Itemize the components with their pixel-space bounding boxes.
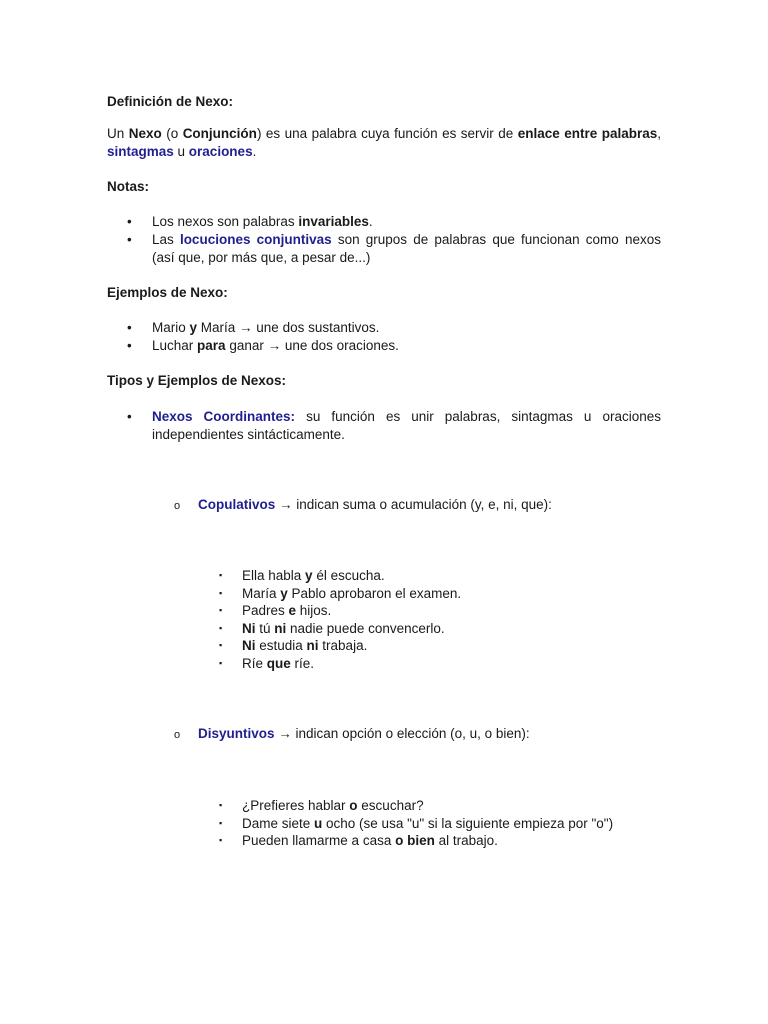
coordinantes-list	[107, 408, 661, 444]
square-bullet-icon: ▪	[219, 587, 223, 598]
text: Pablo aprobaron el examen.	[287, 585, 462, 601]
text: .	[252, 144, 257, 159]
list-item	[107, 319, 661, 337]
list-item	[107, 213, 661, 231]
square-bullet-icon: ▪	[219, 622, 223, 633]
text: Las	[152, 232, 180, 247]
text: él escucha.	[312, 568, 385, 583]
term-sintagmas: sintagmas	[107, 144, 174, 159]
bold-term: o bien	[395, 833, 435, 848]
text: al trabajo.	[434, 833, 498, 848]
list-item	[107, 797, 661, 815]
circle-bullet-icon: o	[174, 500, 181, 512]
text: ) es una palabra cuya función es servir de	[256, 126, 518, 141]
text: María → une dos sustantivos.	[197, 320, 380, 335]
text: Ella habla	[242, 568, 306, 583]
tipos-heading: Tipos y Ejemplos de Nexos:	[107, 373, 287, 388]
square-bullet-icon: ▪	[219, 835, 223, 845]
bold-term: y	[280, 585, 288, 601]
list-item	[107, 620, 661, 638]
definition-paragraph	[107, 125, 661, 161]
list-item	[107, 585, 661, 603]
text: nadie puede convencerlo.	[286, 620, 445, 636]
list-item	[107, 408, 661, 444]
disyuntivos-item	[107, 725, 661, 743]
ejemplos-heading: Ejemplos de Nexo:	[107, 285, 228, 300]
term-oraciones: oraciones	[188, 144, 253, 159]
text: ocho (se usa "u" si la siguiente empieza por "o")	[322, 815, 614, 831]
copulativos-item	[107, 496, 661, 514]
text: → indican suma o acumulación (y, e, ni, que):	[275, 497, 552, 512]
text: Mario	[152, 320, 190, 335]
bold-term: o	[349, 798, 358, 813]
text: Los nexos son palabras	[152, 214, 299, 229]
text: escuchar?	[357, 798, 424, 813]
bold-term: ni	[306, 638, 319, 653]
text: estudia	[255, 638, 307, 653]
bullet-icon: •	[127, 338, 132, 353]
square-bullet-icon: ▪	[219, 657, 223, 668]
bold-term: e	[288, 603, 297, 618]
list-item	[107, 602, 661, 620]
square-bullet-icon: ▪	[219, 817, 223, 828]
square-bullet-icon: ▪	[219, 640, 223, 650]
text: tú	[255, 620, 275, 636]
bullet-icon: •	[127, 409, 132, 424]
text: Ríe	[242, 655, 267, 671]
list-item	[107, 655, 661, 673]
text: hijos.	[296, 603, 332, 618]
text: Dame siete	[242, 815, 315, 831]
text: Luchar	[152, 338, 198, 353]
bold-term: que	[266, 655, 291, 671]
text: (o	[161, 126, 183, 141]
bold-term: u	[314, 815, 323, 831]
term-nexo: Nexo	[128, 126, 162, 141]
ejemplos-list	[107, 319, 661, 355]
text: trabaja.	[318, 638, 368, 653]
text: → indican opción o elección (o, u, o bien):	[274, 726, 530, 741]
list-item	[107, 832, 661, 850]
text: su función es unir palabras, sintagmas u oraciones independientes sintácticamente.	[152, 409, 661, 442]
text: ganar → une dos oraciones.	[225, 338, 399, 353]
bold-term: para	[197, 338, 226, 353]
bullet-icon: •	[127, 214, 132, 229]
text: María	[242, 585, 281, 601]
bold-term: Ni	[242, 638, 256, 653]
disyuntivos-examples	[107, 797, 661, 850]
list-item	[107, 637, 661, 655]
list-item	[107, 231, 661, 267]
bold-blue-term: Disyuntivos	[198, 726, 275, 741]
bold-blue-term: Copulativos	[198, 497, 276, 512]
square-bullet-icon: ▪	[219, 800, 223, 810]
bullet-icon: •	[127, 232, 132, 247]
list-item	[107, 815, 661, 833]
definition-heading: Definición de Nexo:	[107, 94, 234, 109]
text: ¿Prefieres hablar	[242, 798, 350, 813]
copulativos-examples	[107, 567, 661, 672]
text: ríe.	[290, 655, 315, 671]
text: ,	[657, 126, 662, 141]
text: Padres	[242, 603, 289, 618]
text: u	[173, 144, 189, 159]
text: Pueden llamarme a casa	[242, 833, 396, 848]
bold-blue-term: locuciones conjuntivas	[179, 232, 332, 247]
list-item	[107, 567, 661, 585]
term-enlace: enlace entre palabras	[517, 126, 658, 141]
bold-term: invariables	[298, 214, 369, 229]
circle-bullet-icon: o	[174, 729, 181, 741]
text: son grupos de palabras que funcionan como nexos (así que, por más que, a pesar de...)	[152, 232, 661, 265]
list-item	[107, 337, 661, 355]
text: Un	[107, 126, 129, 141]
bold-blue-term: Nexos Coordinantes:	[152, 409, 296, 424]
bold-term: y	[305, 568, 313, 583]
bold-term: ni	[274, 620, 287, 636]
notas-heading: Notas:	[107, 179, 150, 194]
bullet-icon: •	[127, 320, 132, 335]
notas-list	[107, 213, 661, 267]
square-bullet-icon: ▪	[219, 570, 223, 580]
bold-term: Ni	[242, 620, 256, 636]
bold-term: y	[189, 320, 198, 335]
square-bullet-icon: ▪	[219, 605, 223, 615]
term-conjuncion: Conjunción	[182, 126, 257, 141]
text: .	[368, 214, 373, 229]
